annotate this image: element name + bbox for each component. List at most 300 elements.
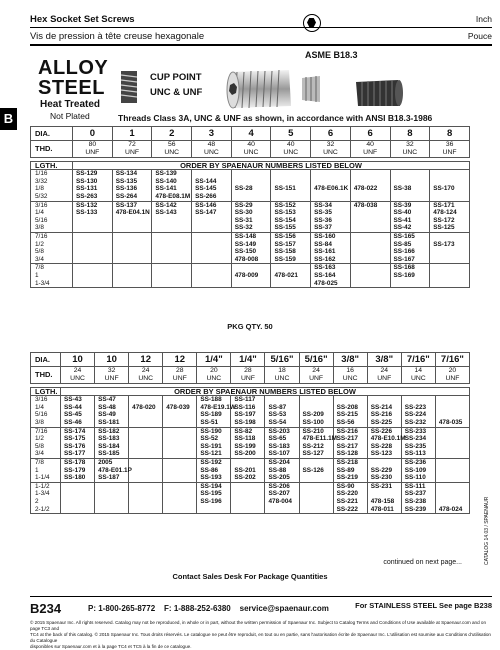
part-number[interactable]: SS-132	[76, 201, 98, 209]
part-number[interactable]: SS-100	[302, 418, 324, 426]
part-number[interactable]: SS-190	[200, 427, 222, 435]
part-number[interactable]: SS-154	[274, 216, 296, 224]
part-number[interactable]: SS-214	[370, 403, 393, 411]
part-number[interactable]: SS-140	[155, 177, 177, 185]
part-number-cell	[311, 232, 351, 263]
part-number[interactable]: SS-152	[274, 201, 296, 209]
package-quantity: PKG QTY. 50	[227, 322, 273, 331]
part-number-cell	[129, 427, 163, 458]
part-number[interactable]: SS-209	[302, 411, 324, 419]
length-value: 1-1/2	[35, 482, 50, 490]
thd-series: UNC	[204, 148, 219, 156]
part-number-cell	[333, 396, 367, 427]
part-number[interactable]: SS-188	[200, 396, 222, 404]
part-number[interactable]: SS-174	[64, 427, 86, 435]
part-number[interactable]: SS-162	[314, 255, 336, 263]
part-number[interactable]: SS-180	[64, 474, 86, 482]
part-number[interactable]: SS-107	[268, 450, 290, 458]
part-number[interactable]: SS-203	[268, 427, 290, 435]
order-row	[31, 387, 470, 396]
stainless-steel-reference[interactable]: For STAINLESS STEEL See page B238	[355, 601, 492, 610]
part-number[interactable]: SS-143	[155, 209, 177, 217]
part-number-cell	[367, 482, 401, 513]
part-number-cell	[231, 458, 265, 482]
part-number[interactable]: SS-185	[98, 450, 120, 458]
dia-cell: 3/8"	[333, 353, 367, 367]
part-number-cell	[435, 396, 469, 427]
part-number[interactable]: SS-53	[268, 411, 287, 419]
part-number[interactable]: SS-221	[336, 497, 358, 505]
part-number-cell	[73, 232, 113, 263]
thd-count: 32	[326, 141, 335, 148]
part-number[interactable]: SS-148	[234, 232, 257, 240]
part-number[interactable]: SS-212	[302, 442, 324, 450]
thd-series: UNC	[402, 148, 418, 156]
part-number[interactable]: SS-201	[234, 466, 256, 474]
thd-count: 32	[107, 367, 116, 374]
part-number[interactable]: SS-232	[404, 418, 427, 426]
length-value: 3/16	[35, 396, 48, 404]
part-number[interactable]: SS-157	[274, 240, 296, 248]
part-number[interactable]: SS-168	[393, 264, 415, 272]
part-number[interactable]: SS-151	[274, 185, 296, 193]
length-value: 2-1/2	[35, 505, 50, 513]
part-number[interactable]: 478-011	[370, 505, 394, 513]
part-number[interactable]: SS-220	[336, 490, 358, 498]
contact-sales-note: Contact Sales Desk For Package Quantities	[172, 572, 328, 581]
length-value: 1	[35, 466, 39, 474]
part-number-cell	[265, 482, 299, 513]
part-number[interactable]: 478-158	[370, 497, 395, 505]
part-number[interactable]: SS-161	[314, 248, 336, 256]
length-cell	[31, 201, 73, 232]
thd-cell	[435, 367, 469, 384]
thd-cell	[197, 367, 231, 384]
part-number[interactable]: SS-179	[64, 466, 86, 474]
part-number[interactable]: SS-182	[98, 427, 120, 435]
dia-cell: 1/4"	[231, 353, 265, 367]
part-number[interactable]: SS-197	[234, 411, 256, 419]
part-number[interactable]: SS-110	[404, 474, 426, 482]
part-number[interactable]: SS-48	[98, 403, 116, 411]
part-number[interactable]: SS-172	[433, 216, 455, 224]
part-number[interactable]: SS-128	[336, 450, 358, 458]
part-number[interactable]: SS-131	[76, 185, 98, 193]
part-number[interactable]: SS-266	[195, 192, 217, 200]
size-table-large	[30, 352, 470, 514]
table-row	[31, 170, 470, 201]
part-number[interactable]: SS-216	[336, 427, 358, 435]
part-number-cell	[231, 264, 271, 288]
thd-cell	[152, 141, 192, 158]
part-number[interactable]: 478-021	[274, 271, 298, 279]
part-number[interactable]: SS-37	[314, 224, 332, 232]
part-number[interactable]: SS-147	[195, 209, 217, 217]
dia-cell: 5/16"	[265, 353, 299, 367]
set-screw-tip-icon	[300, 74, 322, 104]
part-number[interactable]: SS-171	[433, 201, 455, 209]
part-number[interactable]: 478-020	[132, 403, 156, 411]
part-number[interactable]: SS-229	[370, 466, 393, 474]
copyright-fine-print	[30, 620, 492, 650]
part-number[interactable]: SS-184	[98, 442, 120, 450]
part-number[interactable]: SS-223	[404, 403, 427, 411]
alloy-word: ALLOY	[38, 57, 109, 79]
part-number[interactable]: SS-134	[115, 170, 138, 178]
part-number[interactable]: SS-29	[234, 201, 253, 209]
part-number[interactable]: SS-65	[268, 435, 287, 443]
part-number[interactable]: SS-56	[336, 418, 355, 426]
thd-cell	[73, 141, 113, 158]
part-number[interactable]: SS-234	[404, 435, 427, 443]
part-number[interactable]: SS-175	[64, 435, 86, 443]
contact-line	[88, 604, 329, 613]
part-number-cell	[333, 458, 367, 482]
part-number[interactable]: SS-196	[200, 497, 222, 505]
part-number[interactable]: 478-025	[314, 279, 338, 287]
part-number[interactable]: SS-42	[393, 224, 412, 232]
part-number[interactable]: SS-126	[302, 466, 324, 474]
part-number[interactable]: SS-170	[433, 185, 455, 193]
length-value: 1-3/4	[35, 279, 50, 287]
part-number[interactable]: SS-169	[393, 271, 415, 279]
part-number[interactable]: SS-158	[274, 248, 296, 256]
lgth-label: LGTH.	[31, 387, 61, 396]
part-number[interactable]: SS-167	[393, 255, 415, 263]
part-number[interactable]: SS-52	[200, 435, 219, 443]
part-number-cell	[61, 458, 95, 482]
part-number[interactable]: SS-150	[234, 248, 257, 256]
part-number[interactable]: SS-183	[98, 435, 120, 443]
length-cell	[31, 396, 61, 427]
part-number[interactable]: SS-149	[234, 240, 257, 248]
part-number[interactable]: SS-139	[155, 170, 177, 178]
part-number[interactable]: SS-222	[336, 505, 358, 513]
thd-cell	[129, 367, 163, 384]
part-number[interactable]: SS-40	[393, 209, 412, 217]
part-number-cell	[73, 170, 113, 201]
length-value: 1/2	[35, 435, 44, 443]
part-number[interactable]: SS-236	[404, 458, 427, 466]
part-number-cell	[231, 482, 265, 513]
part-number[interactable]: SS-88	[268, 466, 287, 474]
heat-treated-label: Heat Treated	[40, 99, 101, 110]
part-number[interactable]: SS-32	[234, 224, 253, 232]
dia-cell: 6	[311, 127, 351, 141]
part-number-cell	[430, 264, 470, 288]
part-number[interactable]: SS-43	[64, 396, 82, 404]
part-number-cell	[129, 482, 163, 513]
part-number[interactable]: 2005	[98, 458, 113, 466]
part-number[interactable]: 478-004	[268, 497, 292, 505]
part-number[interactable]: SS-192	[200, 458, 222, 466]
part-number[interactable]: 478-E06.1K	[314, 185, 349, 193]
part-number[interactable]: SS-141	[155, 185, 177, 193]
part-number[interactable]: 478-035	[438, 418, 463, 426]
part-number[interactable]: SS-183	[268, 442, 290, 450]
part-number[interactable]: 478-024	[438, 505, 463, 513]
thd-cell	[390, 141, 430, 158]
part-number[interactable]: SS-31	[234, 216, 253, 224]
part-number[interactable]: SS-199	[234, 442, 256, 450]
set-screw-large-icon	[225, 64, 295, 112]
part-number[interactable]: SS-193	[200, 474, 222, 482]
thd-count: 56	[167, 141, 176, 148]
part-number[interactable]: 478-009	[234, 271, 259, 279]
part-number[interactable]: SS-127	[302, 450, 324, 458]
thd-series: UNF	[104, 374, 119, 382]
part-number[interactable]: SS-44	[64, 403, 82, 411]
part-number[interactable]: SS-224	[404, 411, 427, 419]
part-number[interactable]: SS-34	[314, 201, 332, 209]
part-number[interactable]: SS-86	[200, 466, 219, 474]
part-number[interactable]: SS-225	[370, 418, 393, 426]
part-number[interactable]: SS-166	[393, 248, 415, 256]
part-number[interactable]: SS-210	[302, 427, 324, 435]
part-number[interactable]: SS-200	[234, 450, 256, 458]
fine-print-line-3: disponibles sur Spaenaur.com et à la page TC4 et TC5 à la fin de ce catalogue.	[30, 644, 192, 649]
page-title-fr: Vis de pression à tête creuse hexagonale	[30, 31, 205, 42]
table-row	[31, 427, 470, 458]
length-value: 1-1/4	[35, 474, 50, 482]
length-value: 1	[35, 271, 39, 279]
dia-cell: 12	[163, 353, 197, 367]
part-number[interactable]: 478-E08.1M	[155, 192, 191, 200]
thd-cell	[430, 141, 470, 158]
dia-cell: 0	[73, 127, 113, 141]
part-number[interactable]: SS-191	[200, 442, 222, 450]
part-number[interactable]: SS-135	[115, 177, 138, 185]
unit-label-en: Inch	[475, 14, 492, 24]
part-number-cell	[197, 458, 231, 482]
table-row	[31, 232, 470, 263]
part-number-cell	[95, 458, 132, 482]
part-number[interactable]: SS-195	[200, 490, 222, 498]
part-number[interactable]: SS-49	[98, 411, 116, 419]
length-value: 3/16	[35, 201, 48, 209]
part-number-cell	[112, 264, 152, 288]
part-number-cell	[73, 201, 113, 232]
part-number[interactable]: SS-202	[234, 474, 256, 482]
part-number[interactable]: SS-130	[76, 177, 98, 185]
part-number[interactable]: SS-87	[268, 403, 287, 411]
thd-count: 24	[141, 367, 150, 374]
part-number[interactable]: SS-187	[98, 474, 120, 482]
part-number[interactable]: 478-E01.1P	[98, 466, 132, 474]
part-number[interactable]: SS-237	[404, 490, 427, 498]
part-number-cell	[401, 482, 435, 513]
part-number[interactable]: SS-116	[234, 403, 256, 411]
part-number[interactable]: SS-165	[393, 232, 415, 240]
thread-type-label: UNC & UNF	[150, 87, 203, 98]
set-screw-small-icon	[118, 70, 140, 104]
part-number[interactable]: SS-177	[64, 450, 86, 458]
part-number[interactable]: SS-217	[336, 435, 358, 443]
thd-count: 20	[448, 367, 457, 374]
part-number[interactable]: SS-113	[404, 450, 426, 458]
part-number-cell	[152, 201, 192, 232]
part-number[interactable]: SS-39	[393, 201, 412, 209]
part-number[interactable]: 478-124	[433, 209, 457, 217]
part-number[interactable]: SS-85	[393, 240, 412, 248]
length-cell	[31, 264, 73, 288]
part-number[interactable]: SS-208	[336, 403, 358, 411]
thd-cell	[311, 141, 351, 158]
part-number[interactable]: SS-156	[274, 232, 296, 240]
part-number[interactable]: SS-204	[268, 458, 290, 466]
part-number[interactable]: SS-219	[336, 474, 358, 482]
order-row	[31, 161, 470, 170]
part-number-cell	[231, 232, 271, 263]
part-number[interactable]: SS-230	[370, 474, 393, 482]
part-number-cell	[271, 170, 311, 201]
part-number[interactable]: SS-235	[404, 442, 427, 450]
part-number[interactable]: SS-35	[314, 209, 332, 217]
part-number[interactable]: SS-228	[370, 442, 393, 450]
part-number[interactable]: SS-125	[433, 224, 455, 232]
part-number[interactable]: SS-82	[234, 427, 253, 435]
part-number[interactable]: SS-145	[195, 185, 217, 193]
part-number-cell	[430, 170, 470, 201]
part-number[interactable]: SS-142	[155, 201, 177, 209]
part-number-cell	[435, 458, 469, 482]
part-number[interactable]: SS-28	[234, 185, 253, 193]
part-number-cell	[197, 482, 231, 513]
part-number[interactable]: SS-205	[268, 474, 290, 482]
part-number[interactable]: SS-163	[314, 264, 336, 272]
part-number[interactable]: 478-038	[353, 201, 378, 209]
part-number[interactable]: 478-E10.1M	[370, 435, 406, 443]
thd-count: 48	[207, 141, 216, 148]
part-number[interactable]: SS-46	[64, 418, 82, 426]
part-number[interactable]: SS-30	[234, 209, 253, 217]
thd-count: 20	[210, 367, 218, 374]
part-number[interactable]: SS-118	[234, 435, 256, 443]
part-number[interactable]: SS-218	[336, 458, 358, 466]
thd-series: UNF	[363, 148, 378, 156]
part-number-cell	[271, 232, 311, 263]
part-number[interactable]: SS-160	[314, 232, 336, 240]
thd-cell	[192, 141, 232, 158]
part-number[interactable]: 478-E11.1M	[302, 435, 338, 443]
part-number[interactable]: SS-90	[336, 482, 355, 490]
part-number[interactable]: SS-133	[76, 209, 98, 217]
part-number-cell	[333, 427, 367, 458]
part-number[interactable]: SS-54	[268, 418, 287, 426]
part-number[interactable]: SS-84	[314, 240, 332, 248]
unit-label-fr: Pouce	[467, 31, 492, 41]
part-number[interactable]: SS-137	[115, 201, 138, 209]
part-number[interactable]: SS-111	[404, 482, 426, 490]
dia-row	[31, 127, 470, 141]
part-number[interactable]: SS-38	[393, 185, 412, 193]
part-number[interactable]: SS-45	[64, 411, 82, 419]
part-number[interactable]: SS-47	[98, 396, 116, 404]
part-number[interactable]: SS-181	[98, 418, 120, 426]
part-number[interactable]: SS-144	[195, 177, 217, 185]
part-number[interactable]: SS-263	[76, 192, 98, 200]
dia-cell: 8	[390, 127, 430, 141]
part-number[interactable]: SS-153	[274, 209, 296, 217]
part-number[interactable]: 478-E04.1N	[115, 209, 150, 217]
part-number-cell	[299, 396, 333, 427]
part-number[interactable]: SS-159	[274, 255, 296, 263]
part-number[interactable]: SS-217	[336, 442, 358, 450]
part-number[interactable]: SS-216	[370, 411, 393, 419]
part-number-cell	[390, 170, 430, 201]
part-number-cell	[192, 201, 232, 232]
part-number[interactable]: SS-176	[64, 442, 86, 450]
order-by-label: ORDER BY SPAENAUR NUMBERS LISTED BELOW	[61, 387, 470, 396]
part-number[interactable]: SS-146	[195, 201, 217, 209]
part-number[interactable]: SS-109	[404, 466, 427, 474]
part-number[interactable]: SS-155	[274, 224, 296, 232]
part-number[interactable]: 478-039	[166, 403, 190, 411]
thd-cell	[231, 367, 265, 384]
part-number-cell	[61, 482, 95, 513]
part-number[interactable]: SS-117	[234, 396, 256, 404]
thd-series: UNC	[243, 148, 259, 156]
thd-cell	[61, 367, 95, 384]
email-link[interactable]: service@spaenaur.com	[239, 604, 329, 613]
catalog-side-label: CATALOG 14.03 / SPAENAUR	[484, 496, 490, 566]
part-number-cell	[430, 201, 470, 232]
part-number[interactable]: SS-226	[370, 427, 393, 435]
part-number[interactable]: SS-121	[200, 450, 222, 458]
thd-series: UNC	[410, 374, 426, 382]
part-number[interactable]: SS-164	[314, 271, 336, 279]
dia-cell: 10	[95, 353, 129, 367]
length-value: 5/8	[35, 442, 44, 450]
length-value: 5/16	[35, 411, 48, 419]
part-number-cell	[163, 396, 197, 427]
part-number[interactable]: SS-189	[200, 411, 222, 419]
part-number[interactable]: SS-136	[115, 185, 138, 193]
part-number[interactable]: SS-194	[200, 482, 222, 490]
part-number[interactable]: 478-022	[353, 185, 378, 193]
thd-series: UNC	[164, 148, 180, 156]
part-number[interactable]: SS-215	[336, 411, 358, 419]
part-number-cell	[350, 201, 390, 232]
part-number[interactable]: SS-36	[314, 216, 332, 224]
part-number[interactable]: SS-198	[234, 418, 256, 426]
part-number-cell	[350, 264, 390, 288]
part-number[interactable]: SS-264	[115, 192, 138, 200]
part-number[interactable]: SS-178	[64, 458, 86, 466]
length-value: 7/8	[35, 264, 44, 272]
header-rule-2	[30, 44, 492, 46]
part-number[interactable]: SS-233	[404, 427, 427, 435]
part-number[interactable]: SS-51	[200, 418, 219, 426]
part-number-cell	[350, 232, 390, 263]
part-number[interactable]: 478-E19.1W	[200, 403, 236, 411]
part-number[interactable]: SS-206	[268, 482, 290, 490]
part-number[interactable]: SS-41	[393, 216, 412, 224]
dia-cell: 6	[350, 127, 390, 141]
thd-cell	[95, 367, 129, 384]
part-number[interactable]: SS-207	[268, 490, 290, 498]
dia-cell: 3/8"	[367, 353, 401, 367]
part-number[interactable]: SS-89	[336, 466, 355, 474]
part-number[interactable]: SS-239	[404, 505, 427, 513]
part-number[interactable]: SS-123	[370, 450, 393, 458]
part-number[interactable]: SS-231	[370, 482, 393, 490]
dia-cell: 1	[112, 127, 152, 141]
part-number[interactable]: SS-173	[433, 240, 455, 248]
part-number[interactable]: SS-238	[404, 497, 427, 505]
part-number[interactable]: 478-008	[234, 255, 259, 263]
part-number[interactable]: SS-129	[76, 170, 98, 178]
